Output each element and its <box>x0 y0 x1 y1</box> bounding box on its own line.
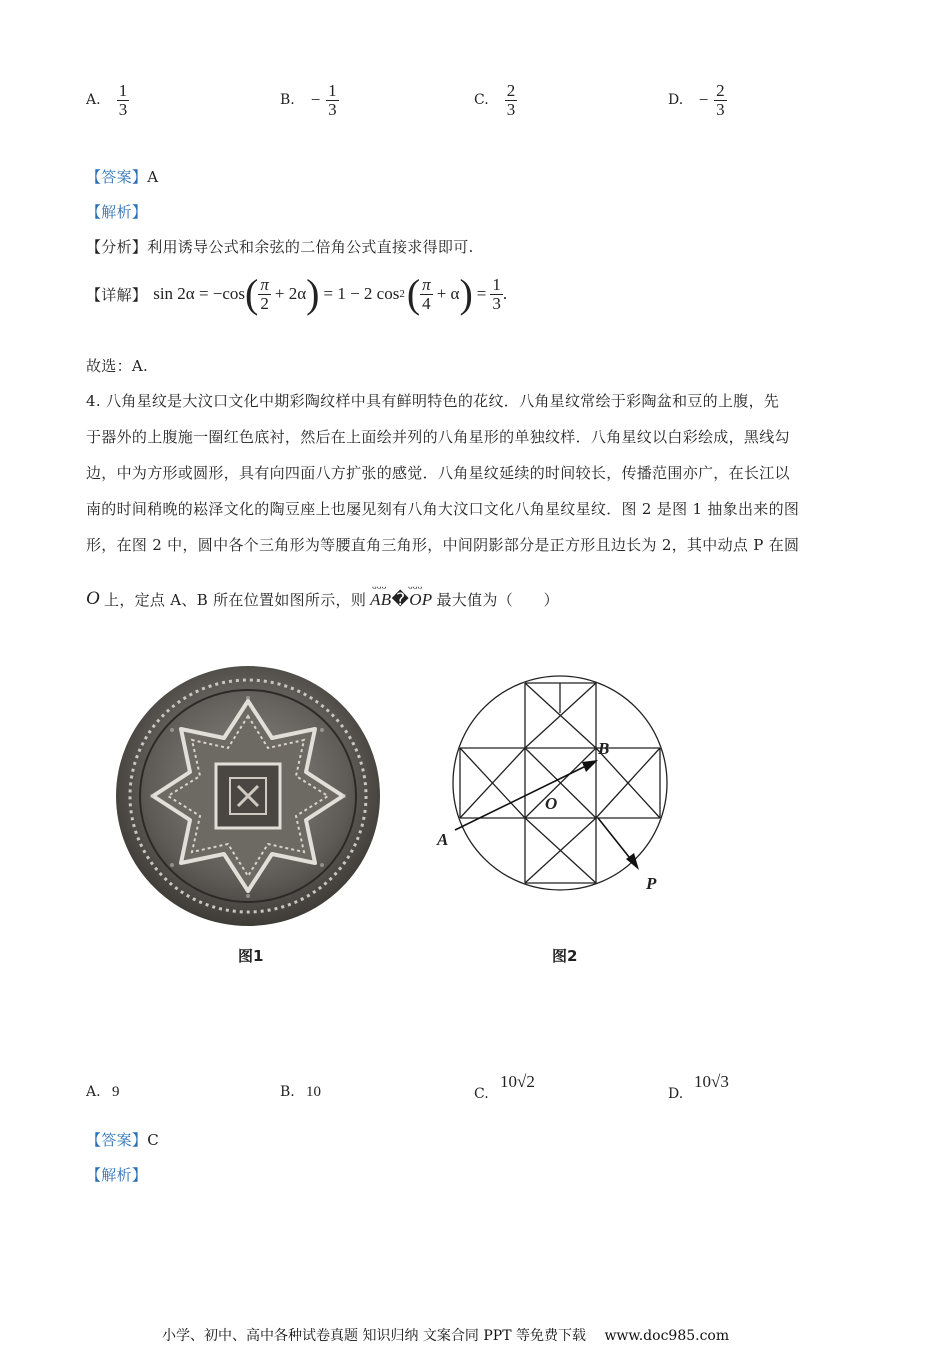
option-letter: B. <box>280 92 295 109</box>
vector-op <box>598 818 639 870</box>
q4-option-c: C. 10√2 <box>474 1072 535 1102</box>
octagram-disc-image <box>112 660 384 932</box>
vector-arrow-icon: ᴗᴗᴗ <box>408 581 423 591</box>
answer-value: A <box>147 168 159 186</box>
eq-equals: = <box>476 284 487 303</box>
eq-frac-pi-2: $\frac{\pi}{2}$ <box>260 274 269 313</box>
eq-mid: = 1 − 2 cos <box>323 284 400 303</box>
answer-tag: 【答案】 <box>86 1131 148 1149</box>
octagram-circle-diagram <box>430 652 690 902</box>
detail-tag: 【详解】 <box>86 285 148 304</box>
paren-open: ( <box>406 271 421 316</box>
q4-line-6 <box>86 581 559 610</box>
footer-url[interactable]: www.doc985.com <box>604 1328 730 1344</box>
q4-line-3: 边，中为方形或圆形，具有向四面八方扩张的感觉．八角星纹延续的时间较长，传播范围亦广，在长江以 <box>86 464 790 482</box>
option-fraction: $\frac{1}{3}$ <box>328 81 337 119</box>
fenxi-text: 利用诱导公式和余弦的二倍角公式直接求得即可. <box>147 238 474 256</box>
q3-option-a <box>86 82 129 119</box>
option-letter: D. <box>668 92 684 109</box>
eq-frac-pi-4: $\frac{\pi}{4}$ <box>422 274 431 313</box>
q3-answer <box>86 166 158 187</box>
vector-arrow-icon: ᴗᴗᴗ <box>372 581 387 591</box>
eq-plus-2a: + 2α <box>274 284 307 303</box>
answer-tag: 【答案】 <box>86 168 148 186</box>
footer-description: 小学、初中、高中各种试卷真题 知识归纳 文案合同 PPT 等免费下载 <box>162 1328 586 1344</box>
q4-line-5: 形，在图 2 中，圆中各个三角形为等腰直角三角形，中间阴影部分是正方形且边长为 2，其中动点 P 在圆 <box>86 536 800 554</box>
q4-line-6-end: 最大值为（ ） <box>436 591 559 609</box>
fenxi-tag: 【分析】 <box>86 238 148 256</box>
label-o: O <box>545 794 558 813</box>
q4-analysis-tag: 【解析】 <box>86 1166 148 1184</box>
vector-expression: ᴗᴗᴗ AB� ᴗᴗᴗ OP <box>370 581 433 609</box>
figure-2-diagram <box>430 652 690 902</box>
q4-line-6-mid: 上，定点 A、B 所在位置如图所示，则 <box>104 591 367 609</box>
footer-text <box>162 1325 729 1345</box>
q3-option-d <box>668 82 727 119</box>
label-b: B <box>598 739 610 758</box>
q3-detail <box>86 268 507 320</box>
figure-2-caption: 图2 <box>552 947 578 965</box>
label-p: P <box>646 874 657 893</box>
q3-analysis-tag: 【解析】 <box>86 203 148 221</box>
q3-option-c <box>474 82 517 119</box>
q4-answer <box>86 1129 159 1150</box>
option-letter: C. <box>474 92 489 109</box>
q3-option-b <box>280 82 339 119</box>
option-fraction: $\frac{2}{3}$ <box>716 81 725 119</box>
eq-plus-a: + α <box>436 284 460 303</box>
detail-equation <box>153 271 508 316</box>
option-letter: A. <box>86 92 101 109</box>
option-sign: − <box>310 90 321 110</box>
q4-line-2: 于器外的上腹施一圈红色底衬，然后在上面绘并列的八角星形的单独纹样．八角星纹以白彩绘成，黑线勾 <box>86 428 790 446</box>
paren-close: ) <box>459 271 473 316</box>
q4-option-b: B. 10 <box>280 1084 321 1100</box>
paren-close: ) <box>306 271 320 316</box>
paren-open: ( <box>245 271 259 316</box>
eq-square: 2 <box>399 288 405 300</box>
q4-line-4: 南的时间稍晚的崧泽文化的陶豆座上也屡见刻有八角大汶口文化八角星纹星纹．图 2 是图 1 抽象出来的图 <box>86 500 800 518</box>
option-fraction: $\frac{1}{3}$ <box>118 81 128 119</box>
figure-1-photo <box>112 660 384 932</box>
option-sign: − <box>698 90 709 110</box>
q4-option-a: A. 9 <box>86 1084 120 1100</box>
option-fraction: $\frac{2}{3}$ <box>506 81 516 119</box>
q3-conclusion: 故选：A. <box>86 357 149 375</box>
circle-o-symbol: O <box>86 588 101 609</box>
q4-option-d: D. 10√3 <box>668 1072 729 1102</box>
label-a: A <box>437 830 449 849</box>
q4-line-1: 4. 八角星纹是大汶口文化中期彩陶纹样中具有鲜明特色的花纹．八角星纹常绘于彩陶盆和豆的上腹，先 <box>86 392 780 410</box>
figure-1-caption: 图1 <box>238 947 264 965</box>
q3-fenxi <box>86 236 474 257</box>
eq-result: $\frac{1}{3}$ <box>492 274 501 313</box>
answer-value: C <box>147 1131 159 1149</box>
eq-end: . <box>502 284 508 303</box>
eq-lhs: sin 2α = −cos <box>153 284 246 303</box>
